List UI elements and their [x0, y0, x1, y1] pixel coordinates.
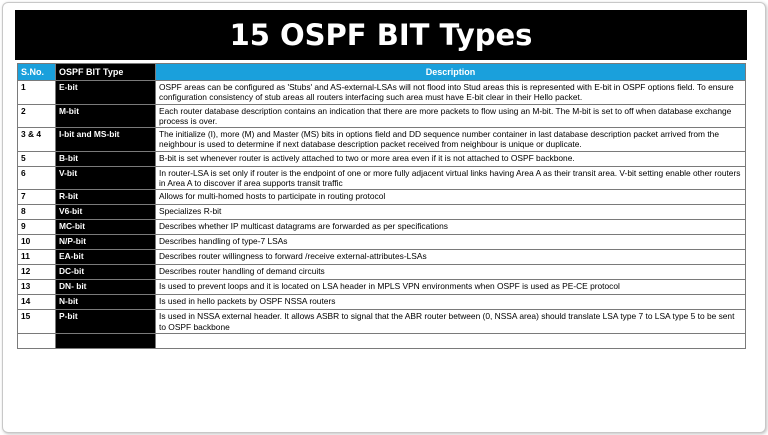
row-sno: 13	[18, 280, 56, 295]
table-row	[18, 128, 746, 152]
row-bit-type: I-bit and MS-bit	[56, 128, 156, 152]
row-sno: 3 & 4	[18, 128, 56, 152]
row-sno: 5	[18, 151, 56, 166]
row-description: Describes handling of type-7 LSAs	[156, 235, 746, 250]
row-description: Describes router handling of demand circuits	[156, 265, 746, 280]
row-sno: 10	[18, 235, 56, 250]
row-bit-type: P-bit	[56, 310, 156, 334]
row-description: Describes whether IP multicast datagrams are forwarded as per specifications	[156, 220, 746, 235]
row-bit-type: DN- bit	[56, 280, 156, 295]
table-row	[18, 235, 746, 250]
row-sno: 8	[18, 205, 56, 220]
row-sno: 7	[18, 190, 56, 205]
row-description: Each router database description contains an indication that there are more packets to flow using an M-bit. The M-bit is set to off when database exchange process is over.	[156, 104, 746, 128]
table-row	[18, 151, 746, 166]
table-row	[18, 280, 746, 295]
row-description: Is used in hello packets by OSPF NSSA routers	[156, 295, 746, 310]
table-row	[18, 333, 746, 348]
row-bit-type: V-bit	[56, 166, 156, 190]
row-description: In router-LSA is set only if router is the endpoint of one or more fully adjacent virtual links having Area A as their transit area. V-bit setting enable other routers in Area A to discover if area supports transit traffic	[156, 166, 746, 190]
header-description: Description	[156, 64, 746, 81]
row-description: Specializes R-bit	[156, 205, 746, 220]
row-bit-type: MC-bit	[56, 220, 156, 235]
row-description: OSPF areas can be configured as 'Stubs' and AS-external-LSAs will not flood into Stud areas this is represented with E-bit in OSPF options field. To ensure configuration consistency of stub areas all routers interfacing such area must have E-bit clear in their Hello packet.	[156, 81, 746, 105]
row-bit-type: EA-bit	[56, 250, 156, 265]
row-bit-type	[56, 333, 156, 348]
table-row	[18, 205, 746, 220]
row-bit-type: N/P-bit	[56, 235, 156, 250]
row-bit-type: E-bit	[56, 81, 156, 105]
table-row	[18, 81, 746, 105]
header-type: OSPF BIT Type	[56, 64, 156, 81]
row-bit-type: M-bit	[56, 104, 156, 128]
table-row	[18, 104, 746, 128]
table-row	[18, 310, 746, 334]
row-bit-type: DC-bit	[56, 265, 156, 280]
row-sno: 11	[18, 250, 56, 265]
row-description: Describes router willingness to forward /receive external-attributes-LSAs	[156, 250, 746, 265]
title-banner	[15, 10, 747, 60]
row-sno: 15	[18, 310, 56, 334]
row-bit-type: V6-bit	[56, 205, 156, 220]
row-sno: 1	[18, 81, 56, 105]
ospf-bit-table	[17, 63, 746, 349]
row-description: Is used to prevent loops and it is located on LSA header in MPLS VPN environments when OSPF is used as PE-CE protocol	[156, 280, 746, 295]
row-description	[156, 333, 746, 348]
page-title: 15 OSPF BIT Types	[229, 18, 533, 52]
row-sno: 9	[18, 220, 56, 235]
row-bit-type: N-bit	[56, 295, 156, 310]
row-sno: 14	[18, 295, 56, 310]
row-sno: 12	[18, 265, 56, 280]
table-row	[18, 250, 746, 265]
row-sno	[18, 333, 56, 348]
table-row	[18, 295, 746, 310]
row-description: Is used in NSSA external header. It allows ASBR to signal that the ABR router between (0, NSSA area) should translate LSA type 7 to LSA type 5 to be sent to OSPF backbone	[156, 310, 746, 334]
row-bit-type: R-bit	[56, 190, 156, 205]
row-bit-type: B-bit	[56, 151, 156, 166]
table-row	[18, 166, 746, 190]
row-sno: 2	[18, 104, 56, 128]
row-description: B-bit is set whenever router is actively attached to two or more area even if it is not attached to OSPF backbone.	[156, 151, 746, 166]
table-row	[18, 220, 746, 235]
table-header-row	[18, 64, 746, 81]
row-description: Allows for multi-homed hosts to participate in routing protocol	[156, 190, 746, 205]
table-row	[18, 190, 746, 205]
row-sno: 6	[18, 166, 56, 190]
row-description: The initialize (I), more (M) and Master (MS) bits in options field and DD sequence number container in last database description packet arrived from the neighbour is used to determine if next database description packet received from neighbour is unique or duplicate.	[156, 128, 746, 152]
header-sno: S.No.	[18, 64, 56, 81]
table-row	[18, 265, 746, 280]
